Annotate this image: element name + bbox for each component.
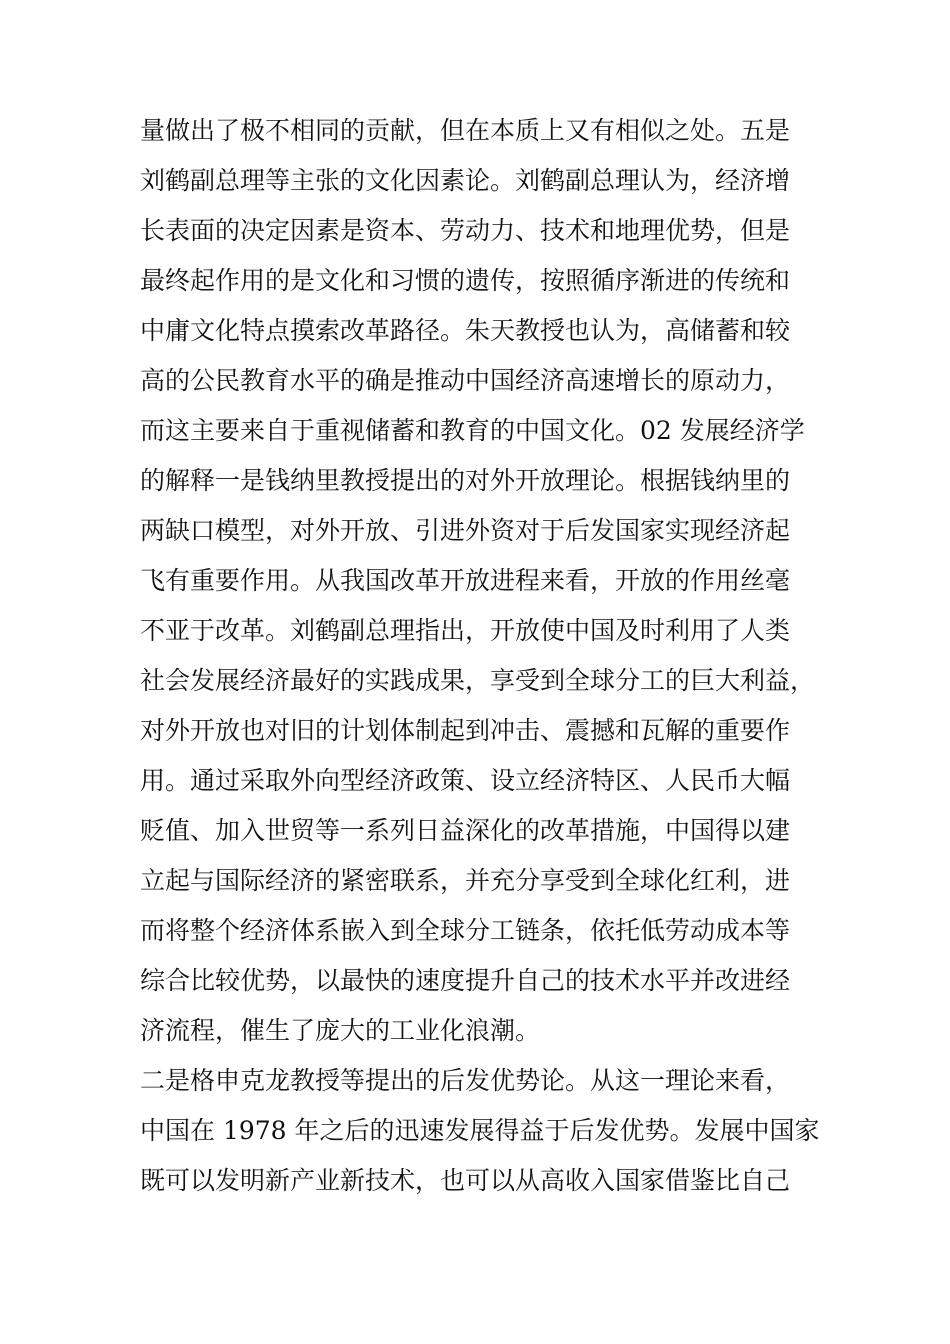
text-line: 对外开放也对旧的计划体制起到冲击、震撼和瓦解的重要作 [140, 716, 791, 745]
text-line: 不亚于改革。刘鹤副总理指出，开放使中国及时利用了人类 [140, 616, 791, 645]
text-line: 长表面的决定因素是资本、劳动力、技术和地理优势，但是 [140, 216, 791, 245]
document-page [140, 106, 820, 1206]
text-line: 两缺口模型，对外开放、引进外资对于后发国家实现经济起 [140, 516, 791, 545]
text-line: 的解释一是钱纳里教授提出的对外开放理论。根据钱纳里的 [140, 466, 791, 495]
text-line: 而将整个经济体系嵌入到全球分工链条，依托低劳动成本等 [140, 916, 791, 945]
text-line: 用。通过采取外向型经济政策、设立经济特区、人民币大幅 [140, 766, 791, 795]
text-line: 中国在 1978 年之后的迅速发展得益于后发优势。发展中国家 [140, 1116, 820, 1145]
text-line: 立起与国际经济的紧密联系，并充分享受到全球化红利，进 [140, 866, 791, 895]
text-line: 而这主要来自于重视储蓄和教育的中国文化。02 发展经济学 [140, 416, 805, 445]
text-line: 飞有重要作用。从我国改革开放进程来看，开放的作用丝毫 [140, 566, 791, 595]
text-line: 社会发展经济最好的实践成果，享受到全球分工的巨大利益， [140, 666, 816, 695]
text-line: 既可以发明新产业新技术，也可以从高收入国家借鉴比自己 [140, 1166, 791, 1195]
text-line: 综合比较优势，以最快的速度提升自己的技术水平并改进经 [140, 966, 791, 995]
text-line: 中庸文化特点摸索改革路径。朱天教授也认为，高储蓄和较 [140, 316, 791, 345]
text-line: 济流程，催生了庞大的工业化浪潮。 [140, 1016, 541, 1045]
text-line: 高的公民教育水平的确是推动中国经济高速增长的原动力， [140, 366, 791, 395]
text-line: 最终起作用的是文化和习惯的遗传，按照循序渐进的传统和 [140, 266, 791, 295]
text-line: 贬值、加入世贸等一系列日益深化的改革措施，中国得以建 [140, 816, 791, 845]
text-line: 量做出了极不相同的贡献，但在本质上又有相似之处。五是 [140, 116, 791, 145]
text-line: 刘鹤副总理等主张的文化因素论。刘鹤副总理认为，经济增 [140, 166, 791, 195]
text-line: 二是格申克龙教授等提出的后发优势论。从这一理论来看， [140, 1066, 791, 1095]
